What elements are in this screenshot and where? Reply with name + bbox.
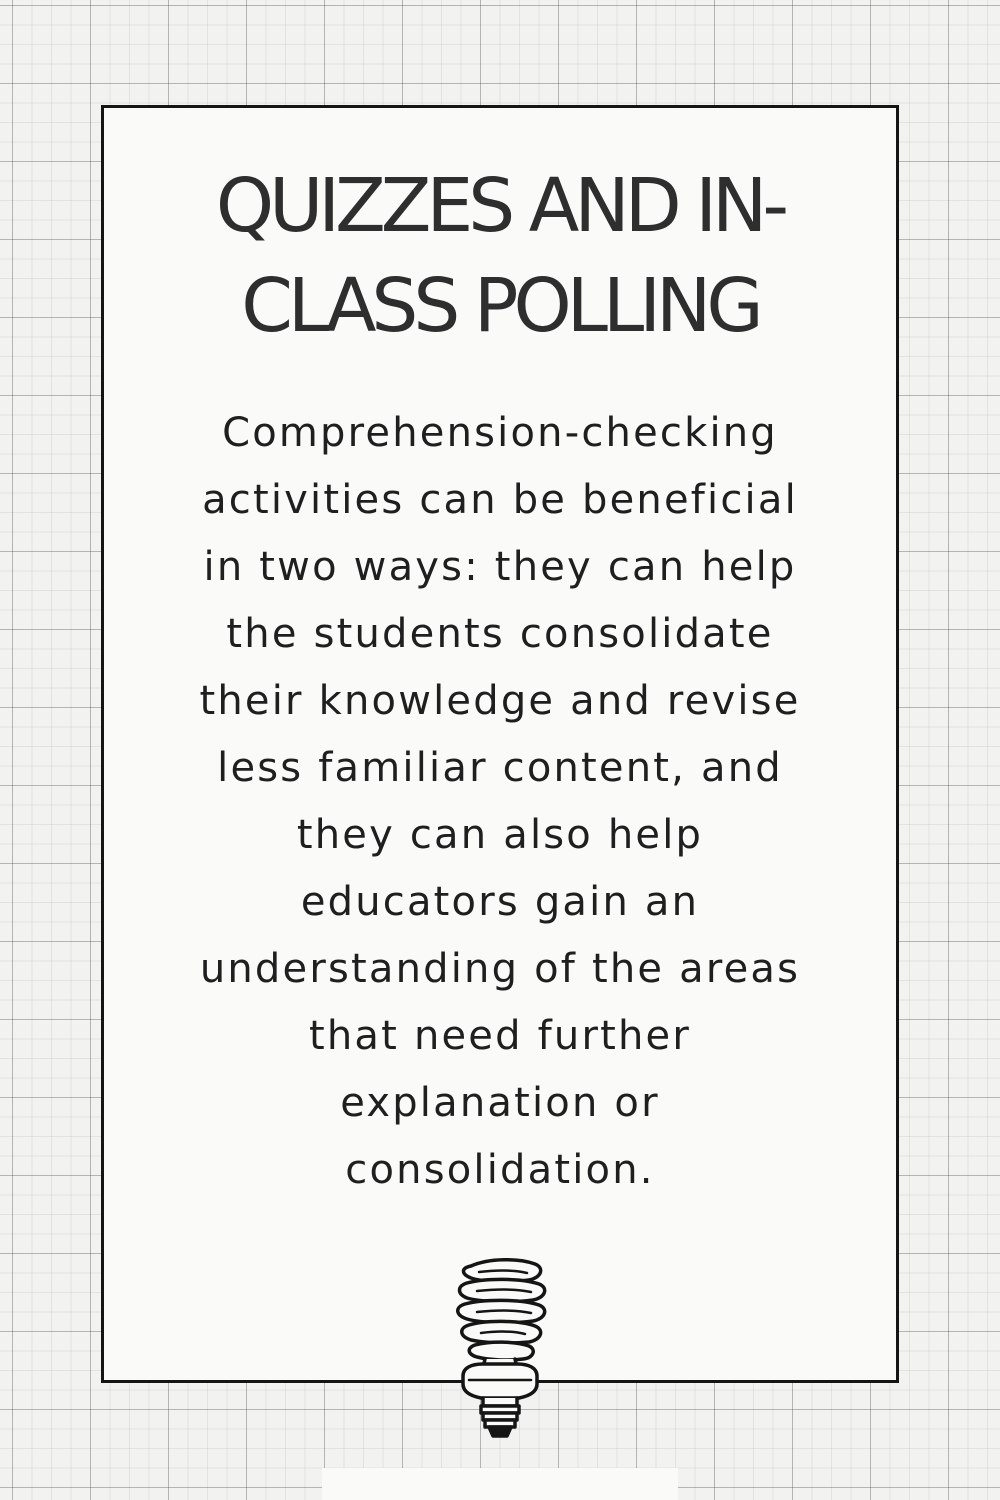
- lightbulb-icon: [449, 1256, 551, 1441]
- card-body-line: their knowledge and revise: [199, 678, 801, 724]
- card-body-line: less familiar content, and: [217, 745, 783, 791]
- card-body-line: consolidation.: [345, 1147, 655, 1193]
- card-body-line: explanation or: [340, 1080, 660, 1126]
- card-body-line: in two ways: they can help: [203, 544, 797, 590]
- info-card: [101, 105, 899, 1383]
- card-body-line: Comprehension-checking: [222, 410, 778, 456]
- card-body-line: they can also help: [296, 812, 704, 858]
- card-title-line: QUIZZES AND IN-: [215, 163, 785, 249]
- card-body-line: the students consolidate: [226, 611, 774, 657]
- card-title: [154, 156, 846, 356]
- card-body-line: that need further: [309, 1013, 691, 1059]
- card-body-line: educators gain an: [300, 879, 700, 925]
- card-title-line: CLASS POLLING: [241, 263, 759, 349]
- bottom-strip: [322, 1468, 678, 1500]
- card-body-line: activities can be beneficial: [202, 477, 798, 523]
- card-body-line: understanding of the areas: [199, 946, 801, 992]
- card-body: [134, 400, 866, 1204]
